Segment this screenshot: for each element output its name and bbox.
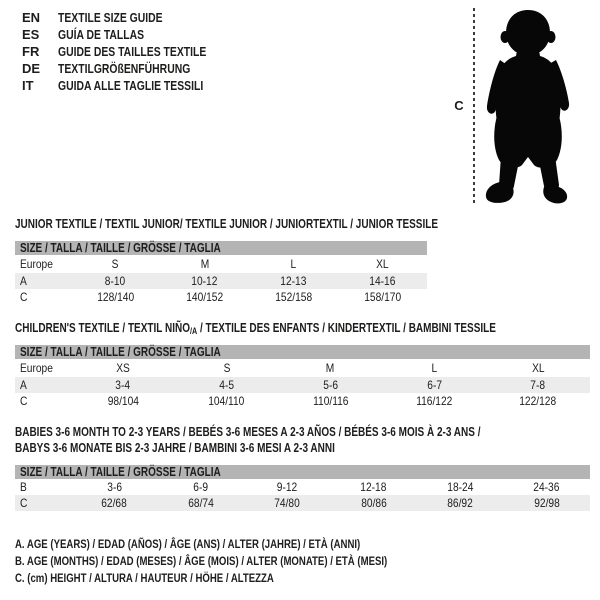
language-label: GUIDA ALLE TAGLIE TESSILI [58,78,204,93]
size-cell: 9-12 [277,480,298,494]
table-row [15,273,427,289]
size-cell: 6-7 [426,378,442,392]
row-label: Europe [20,361,53,375]
section-title [15,320,590,336]
section-title-line: BABIES 3-6 MONTH TO 2-3 YEARS / BEBÉS 3-6 MESES A 2-3 AÑOS / BÉBÉS 3-6 MOIS À 2-3 ANS / [15,425,481,439]
size-cell: L [431,361,438,375]
section-children-textile [15,320,590,409]
size-cell: 3-6 [106,480,122,494]
section-title [15,424,590,456]
size-cell: 5-6 [323,378,338,392]
height-measure-label: C [454,98,464,113]
size-cell: XL [376,257,389,271]
size-cell: 62/68 [101,496,128,510]
section-junior-textile [15,216,439,305]
size-cell: 158/170 [364,290,401,304]
size-cell: 140/152 [186,290,223,304]
row-label: A [20,274,27,288]
size-cell: 18-24 [447,480,474,494]
size-cell: 4-5 [219,378,235,392]
table-row [15,255,427,273]
table-row [15,495,590,511]
section-babies-textile [15,424,590,511]
height-dotted-line [473,8,475,205]
size-cell: 122/128 [519,394,557,408]
size-cell: 92/98 [533,496,560,510]
language-row [22,10,243,27]
footnote: C. (cm) HEIGHT / ALTURA / HAUTEUR / HÖHE / ALTEZZA [15,571,274,585]
size-header-row [15,465,590,479]
size-header-cell: SIZE / TALLA / TAILLE / GRÖSSE / TAGLIA [15,465,590,479]
size-cell: S [223,361,231,375]
language-label: GUÍA DE TALLAS [58,27,145,42]
size-cell: 12-18 [360,480,387,494]
language-row [22,44,243,61]
language-code: FR [22,44,40,59]
footnotes [15,536,480,587]
language-code: EN [22,10,41,25]
row-label: C [20,394,28,408]
size-cell: 116/122 [416,394,453,408]
row-label: C [20,496,28,510]
size-cell: M [326,361,335,375]
row-label: A [20,378,27,392]
size-cell: XL [531,361,545,375]
section-title-line: BABYS 3-6 MONATE BIS 2-3 JAHRE / BAMBINI 3-6 MESI A 2-3 ANNI [15,441,335,455]
size-cell: 74/80 [274,496,301,510]
language-label: TEXTILGRÖßENFÜHRUNG [58,61,191,76]
size-cell: 68/74 [187,496,214,510]
language-row [22,27,243,44]
section-title-line: CHILDREN'S TEXTILE / TEXTIL $NIÑO_{/A}$ / TEXTILE DES ENFANTS / KINDERTEXTIL / BAMBINI TESSILE [15,321,496,336]
size-cell: 3-4 [115,378,131,392]
size-cell: S [112,257,119,271]
language-row [22,78,243,95]
size-header-row [15,241,427,255]
row-label: Europe [20,257,53,271]
size-cell: 104/110 [208,394,245,408]
size-cell: 8-10 [105,274,126,288]
size-cell: 128/140 [97,290,134,304]
section-title [15,216,439,232]
language-label: TEXTILE SIZE GUIDE [58,10,163,25]
table-row [15,393,590,409]
table-row [15,289,427,305]
size-cell: 24-36 [533,480,560,494]
footnote: A. AGE (YEARS) / EDAD (AÑOS) / ÂGE (ANS) / ALTER (JAHRE) / ETÀ (ANNI) [15,537,361,551]
table-row [15,359,590,377]
language-list [22,10,243,95]
size-cell: 110/116 [312,394,349,408]
language-code: DE [22,61,41,76]
size-cell: 14-16 [369,274,396,288]
junior-size-table [15,241,427,305]
table-row [15,479,590,495]
size-cell: 7-8 [530,378,546,392]
size-cell: 86/92 [447,496,474,510]
size-cell: 10-12 [191,274,218,288]
language-code: ES [22,27,40,42]
size-cell: 152/158 [275,290,312,304]
footnote: B. AGE (MONTHS) / EDAD (MESES) / ÂGE (MOIS) / ALTER (MONATE) / ETÀ (MESI) [15,554,388,568]
size-cell: 98/104 [107,394,139,408]
size-cell: L [290,257,297,271]
size-header-cell: SIZE / TALLA / TAILLE / GRÖSSE / TAGLIA [15,241,427,255]
size-cell: 6-9 [193,480,209,494]
language-label: GUIDE DES TAILLES TEXTILE [58,44,207,59]
baby-silhouette-icon [484,8,576,210]
size-header-row [15,345,590,359]
size-header-cell: SIZE / TALLA / TAILLE / GRÖSSE / TAGLIA [15,345,590,359]
table-row [15,377,590,393]
language-code: IT [22,78,34,93]
children-size-table [15,345,590,409]
size-cell: XS [116,361,130,375]
size-cell: 12-13 [280,274,307,288]
size-cell: M [200,257,209,271]
section-title-line: JUNIOR TEXTILE / TEXTIL JUNIOR/ TEXTILE JUNIOR / JUNIORTEXTIL / JUNIOR TESSILE [15,217,439,231]
row-label: C [20,290,28,304]
row-label: B [20,480,27,494]
language-row [22,61,243,78]
babies-size-table [15,465,590,511]
size-cell: 80/86 [360,496,387,510]
